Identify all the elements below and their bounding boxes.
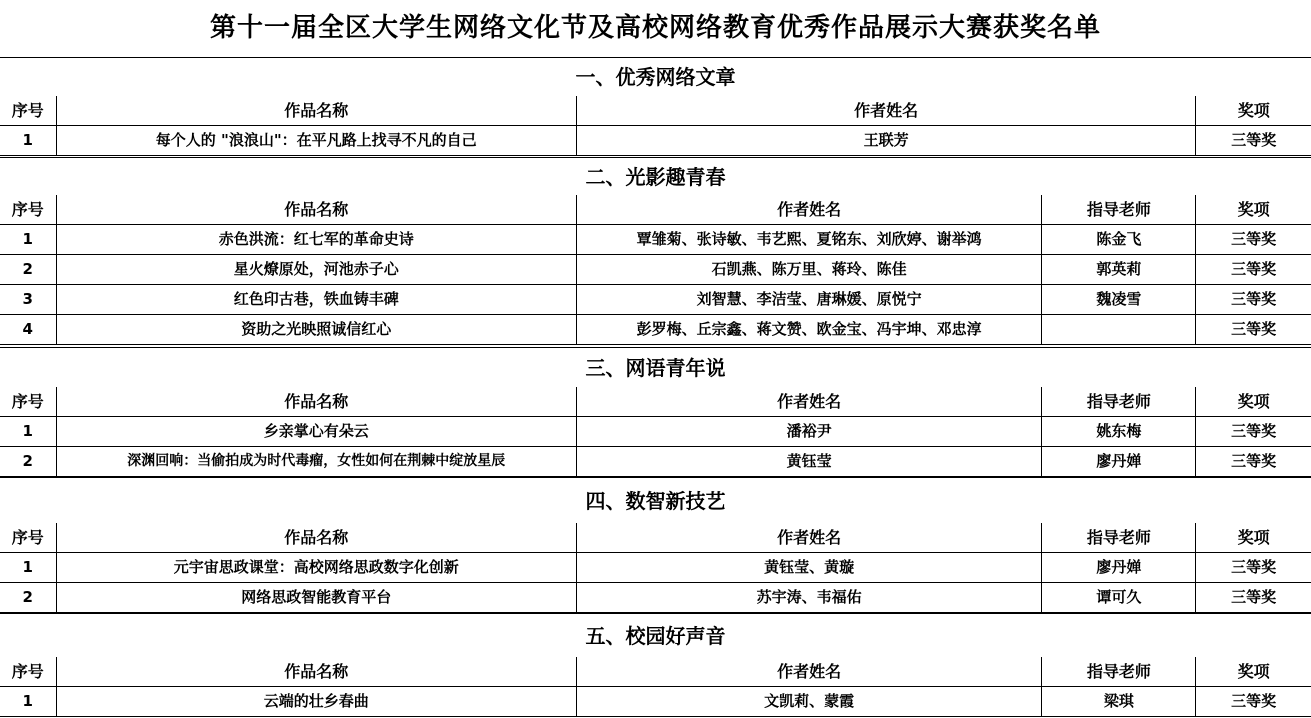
section-articles: [0, 57, 1311, 156]
cell-work: 元宇宙思政课堂：高校网络思政数字化创新: [56, 553, 576, 583]
section-campus-voice: [0, 613, 1311, 717]
award-table: [0, 96, 1311, 156]
award-table: [0, 195, 1311, 345]
section-title: 四、数智新技艺: [0, 477, 1311, 523]
cell-award: 三等奖: [1196, 447, 1311, 477]
cell-author: 石凯燕、陈万里、蒋玲、陈佳: [576, 255, 1041, 285]
header-work: 作品名称: [56, 387, 576, 417]
header-author: 作者姓名: [576, 195, 1041, 225]
table-row: [0, 255, 1311, 285]
cell-no: 1: [0, 687, 56, 717]
cell-work: 乡亲掌心有朵云: [56, 417, 576, 447]
table-row: [0, 553, 1311, 583]
cell-author: 黄钰莹: [576, 447, 1041, 477]
header-teacher: 指导老师: [1042, 523, 1196, 553]
table-row: [0, 225, 1311, 255]
cell-author: 黄钰莹、黄璇: [576, 553, 1041, 583]
cell-teacher: 廖丹婵: [1042, 447, 1196, 477]
header-author: 作者姓名: [576, 657, 1041, 687]
section-digital-skill: [0, 477, 1311, 613]
cell-award: 三等奖: [1196, 126, 1311, 156]
header-author: 作者姓名: [576, 96, 1195, 126]
header-work: 作品名称: [56, 195, 576, 225]
cell-no: 1: [0, 553, 56, 583]
header-award: 奖项: [1196, 387, 1311, 417]
cell-work: 深渊回响：当偷拍成为时代毒瘤，女性如何在荆棘中绽放星辰: [56, 447, 576, 477]
cell-award: 三等奖: [1196, 417, 1311, 447]
cell-no: 3: [0, 285, 56, 315]
cell-teacher: 姚东梅: [1042, 417, 1196, 447]
cell-teacher: 谭可久: [1042, 583, 1196, 613]
cell-no: 2: [0, 255, 56, 285]
header-award: 奖项: [1196, 657, 1311, 687]
cell-no: 4: [0, 315, 56, 345]
cell-award: 三等奖: [1196, 315, 1311, 345]
cell-award: 三等奖: [1196, 225, 1311, 255]
cell-author: 王联芳: [576, 126, 1195, 156]
header-author: 作者姓名: [576, 387, 1041, 417]
cell-author: 刘智慧、李洁莹、唐琳媛、原悦宁: [576, 285, 1041, 315]
header-work: 作品名称: [56, 657, 576, 687]
document-title: 第十一届全区大学生网络文化节及高校网络教育优秀作品展示大赛获奖名单: [209, 13, 1101, 43]
cell-teacher: 廖丹婵: [1042, 553, 1196, 583]
cell-work: 赤色洪流：红七军的革命史诗: [56, 225, 576, 255]
table-row: [0, 417, 1311, 447]
table-row: [0, 583, 1311, 613]
cell-no: 2: [0, 447, 56, 477]
header-no: 序号: [0, 657, 56, 687]
table-row: [0, 315, 1311, 345]
section-title: 二、光影趣青春: [0, 157, 1311, 195]
cell-no: 2: [0, 583, 56, 613]
table-header-row: [0, 387, 1311, 417]
header-teacher: 指导老师: [1042, 387, 1196, 417]
section-title: 三、网语青年说: [0, 347, 1311, 387]
cell-author: 潘裕尹: [576, 417, 1041, 447]
cell-work: 每个人的 "浪浪山"：在平凡路上找寻不凡的自己: [56, 126, 576, 156]
cell-award: 三等奖: [1196, 583, 1311, 613]
table-row: [0, 447, 1311, 477]
cell-teacher: 魏凌雪: [1042, 285, 1196, 315]
cell-work: 资助之光映照诚信红心: [56, 315, 576, 345]
header-award: 奖项: [1196, 195, 1311, 225]
table-row: [0, 687, 1311, 717]
award-table: [0, 657, 1311, 717]
cell-no: 1: [0, 126, 56, 156]
cell-work: 云端的壮乡春曲: [56, 687, 576, 717]
section-online-voice: [0, 347, 1311, 477]
cell-teacher: [1042, 315, 1196, 345]
cell-author: 苏宇涛、韦福佑: [576, 583, 1041, 613]
cell-author: 彭罗梅、丘宗鑫、蒋文赞、欧金宝、冯宇坤、邓忠淳: [576, 315, 1041, 345]
cell-author: 文凯莉、蒙霞: [576, 687, 1041, 717]
table-row: [0, 285, 1311, 315]
header-teacher: 指导老师: [1042, 195, 1196, 225]
cell-work: 网络思政智能教育平台: [56, 583, 576, 613]
cell-work: 红色印古巷，铁血铸丰碑: [56, 285, 576, 315]
cell-no: 1: [0, 417, 56, 447]
header-work: 作品名称: [56, 96, 576, 126]
cell-teacher: 陈金飞: [1042, 225, 1196, 255]
cell-no: 1: [0, 225, 56, 255]
cell-award: 三等奖: [1196, 687, 1311, 717]
cell-author: 覃雏菊、张诗敏、韦艺熙、夏铭东、刘欣婷、谢举鸿: [576, 225, 1041, 255]
cell-teacher: 梁琪: [1042, 687, 1196, 717]
section-title: 五、校园好声音: [0, 613, 1311, 657]
header-no: 序号: [0, 195, 56, 225]
table-row: [0, 126, 1311, 156]
header-no: 序号: [0, 523, 56, 553]
header-award: 奖项: [1196, 523, 1311, 553]
award-table: [0, 523, 1311, 613]
header-author: 作者姓名: [576, 523, 1041, 553]
header-teacher: 指导老师: [1042, 657, 1196, 687]
cell-award: 三等奖: [1196, 285, 1311, 315]
table-header-row: [0, 195, 1311, 225]
cell-teacher: 郭英莉: [1042, 255, 1196, 285]
table-header-row: [0, 96, 1311, 126]
header-no: 序号: [0, 387, 56, 417]
header-no: 序号: [0, 96, 56, 126]
header-work: 作品名称: [56, 523, 576, 553]
section-title: 一、优秀网络文章: [0, 57, 1311, 96]
table-header-row: [0, 657, 1311, 687]
section-photo-video: [0, 157, 1311, 345]
cell-award: 三等奖: [1196, 553, 1311, 583]
table-header-row: [0, 523, 1311, 553]
cell-work: 星火燎原处，河池赤子心: [56, 255, 576, 285]
cell-award: 三等奖: [1196, 255, 1311, 285]
header-award: 奖项: [1196, 96, 1311, 126]
award-table: [0, 387, 1311, 477]
